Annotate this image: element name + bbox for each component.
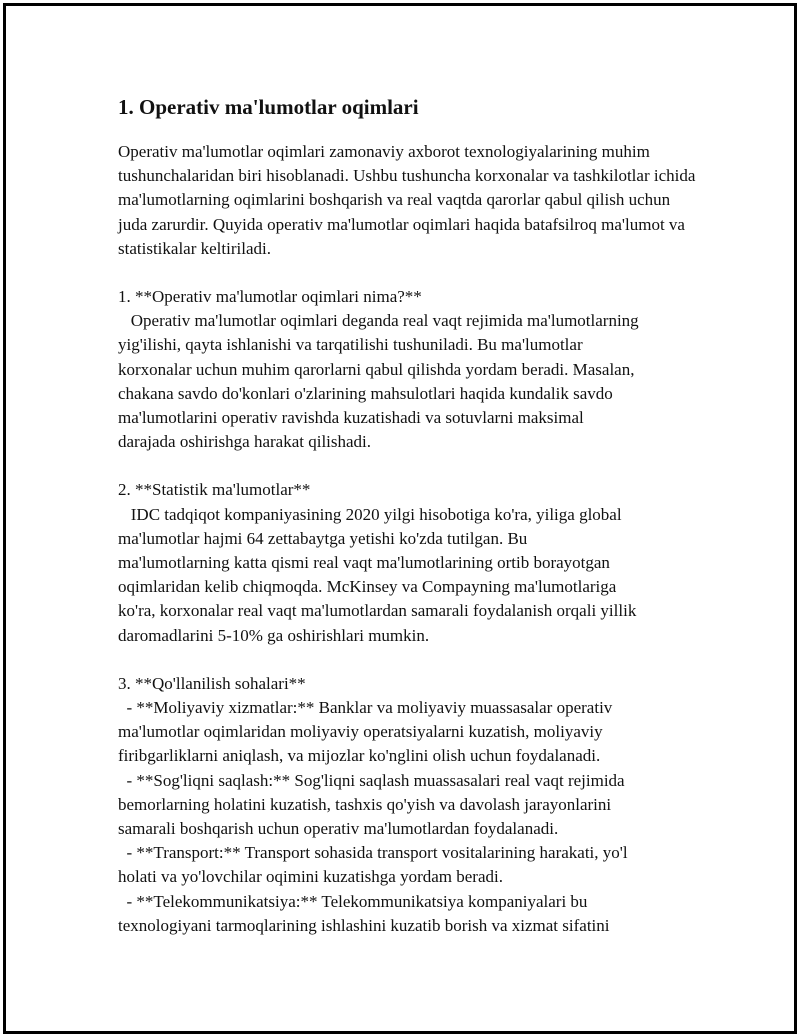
section-text-line: chakana savdo do'konlari o'zlarining mahsulotlari haqida kundalik savdo [118, 383, 613, 403]
section-text-line: yig'ilishi, qayta ishlanishi va tarqatilishi tushuniladi. Bu ma'lumotlar [118, 335, 583, 355]
section-text-line: bemorlarning holatini kuzatish, tashxis qo'yish va davolash jarayonlarini [118, 794, 612, 814]
section-title: 3. **Qo'llanilish sohalari** [118, 673, 306, 693]
sections-container [118, 285, 698, 938]
section-text-line: Operativ ma'lumotlar oqimlari deganda real vaqt rejimida ma'lumotlarning [118, 311, 639, 331]
section-text-line: samarali boshqarish uchun operativ ma'lumotlardan foydalanadi. [118, 819, 559, 839]
section-2 [118, 478, 698, 647]
section-title: 2. **Statistik ma'lumotlar** [118, 480, 311, 500]
intro-paragraph: Operativ ma'lumotlar oqimlari zamonaviy axborot texnologiyalarining muhim tushunchalaridan biri hisoblanadi. Ushbu tushuncha korxonalar va tashkilotlar ichida ma'lumotlarning oqimlarini boshqarish va real vaqtda qarorlar qabul qilish uchun juda zarurdir. Quyida operativ ma'lumotlar oqimlari haqida batafsilroq ma'lumot va statistikalar keltiriladi. [118, 142, 696, 258]
section-text-line: ko'ra, korxonalar real vaqt ma'lumotlardan samarali foydalanish orqali yillik [118, 601, 637, 621]
section-text-line: firibgarliklarni aniqlash, va mijozlar ko'nglini olish uchun foydalanadi. [118, 746, 601, 766]
section-text-line: ma'lumotlarning katta qismi real vaqt ma'lumotlarining ortib borayotgan [118, 553, 610, 573]
section-text-line: korxonalar uchun muhim qarorlarni qabul qilishda yordam beradi. Masalan, [118, 359, 635, 379]
section-text-line: ma'lumotlarini operativ ravishda kuzatishadi va sotuvlarni maksimal [118, 408, 584, 428]
section-text-line: IDC tadqiqot kompaniyasining 2020 yilgi hisobotiga ko'ra, yiliga global [118, 504, 622, 524]
section-title: 1. **Operativ ma'lumotlar oqimlari nima?** [118, 287, 422, 307]
document-body [118, 92, 698, 962]
section-3 [118, 672, 698, 938]
section-text-line: - **Telekommunikatsiya:** Telekommunikatsiya kompaniyalari bu [118, 891, 588, 911]
section-text-line: ma'lumotlar hajmi 64 zettabaytga yetishi ko'zda tutilgan. Bu [118, 528, 528, 548]
section-text-line: ma'lumotlar oqimlaridan moliyaviy operatsiyalarni kuzatish, moliyaviy [118, 722, 603, 742]
section-text-line: daromadlarini 5-10% ga oshirishlari mumkin. [118, 625, 430, 645]
section-text-line: holati va yo'lovchilar oqimini kuzatishga yordam beradi. [118, 867, 503, 887]
section-text-line: darajada oshirishga harakat qilishadi. [118, 432, 372, 452]
section-1 [118, 285, 698, 454]
section-text-line: - **Transport:** Transport sohasida transport vositalarining harakati, yo'l [118, 843, 628, 863]
section-text-line: oqimlaridan kelib chiqmoqda. McKinsey va Compayning ma'lumotlariga [118, 577, 617, 597]
section-text-line: - **Sog'liqni saqlash:** Sog'liqni saqlash muassasalari real vaqt rejimida [118, 770, 625, 790]
section-text-line: texnologiyani tarmoqlarining ishlashini kuzatib borish va xizmat sifatini [118, 915, 610, 935]
document-heading: 1. Operativ ma'lumotlar oqimlari [118, 95, 419, 119]
section-text-line: - **Moliyaviy xizmatlar:** Banklar va moliyaviy muassasalar operativ [118, 698, 613, 718]
